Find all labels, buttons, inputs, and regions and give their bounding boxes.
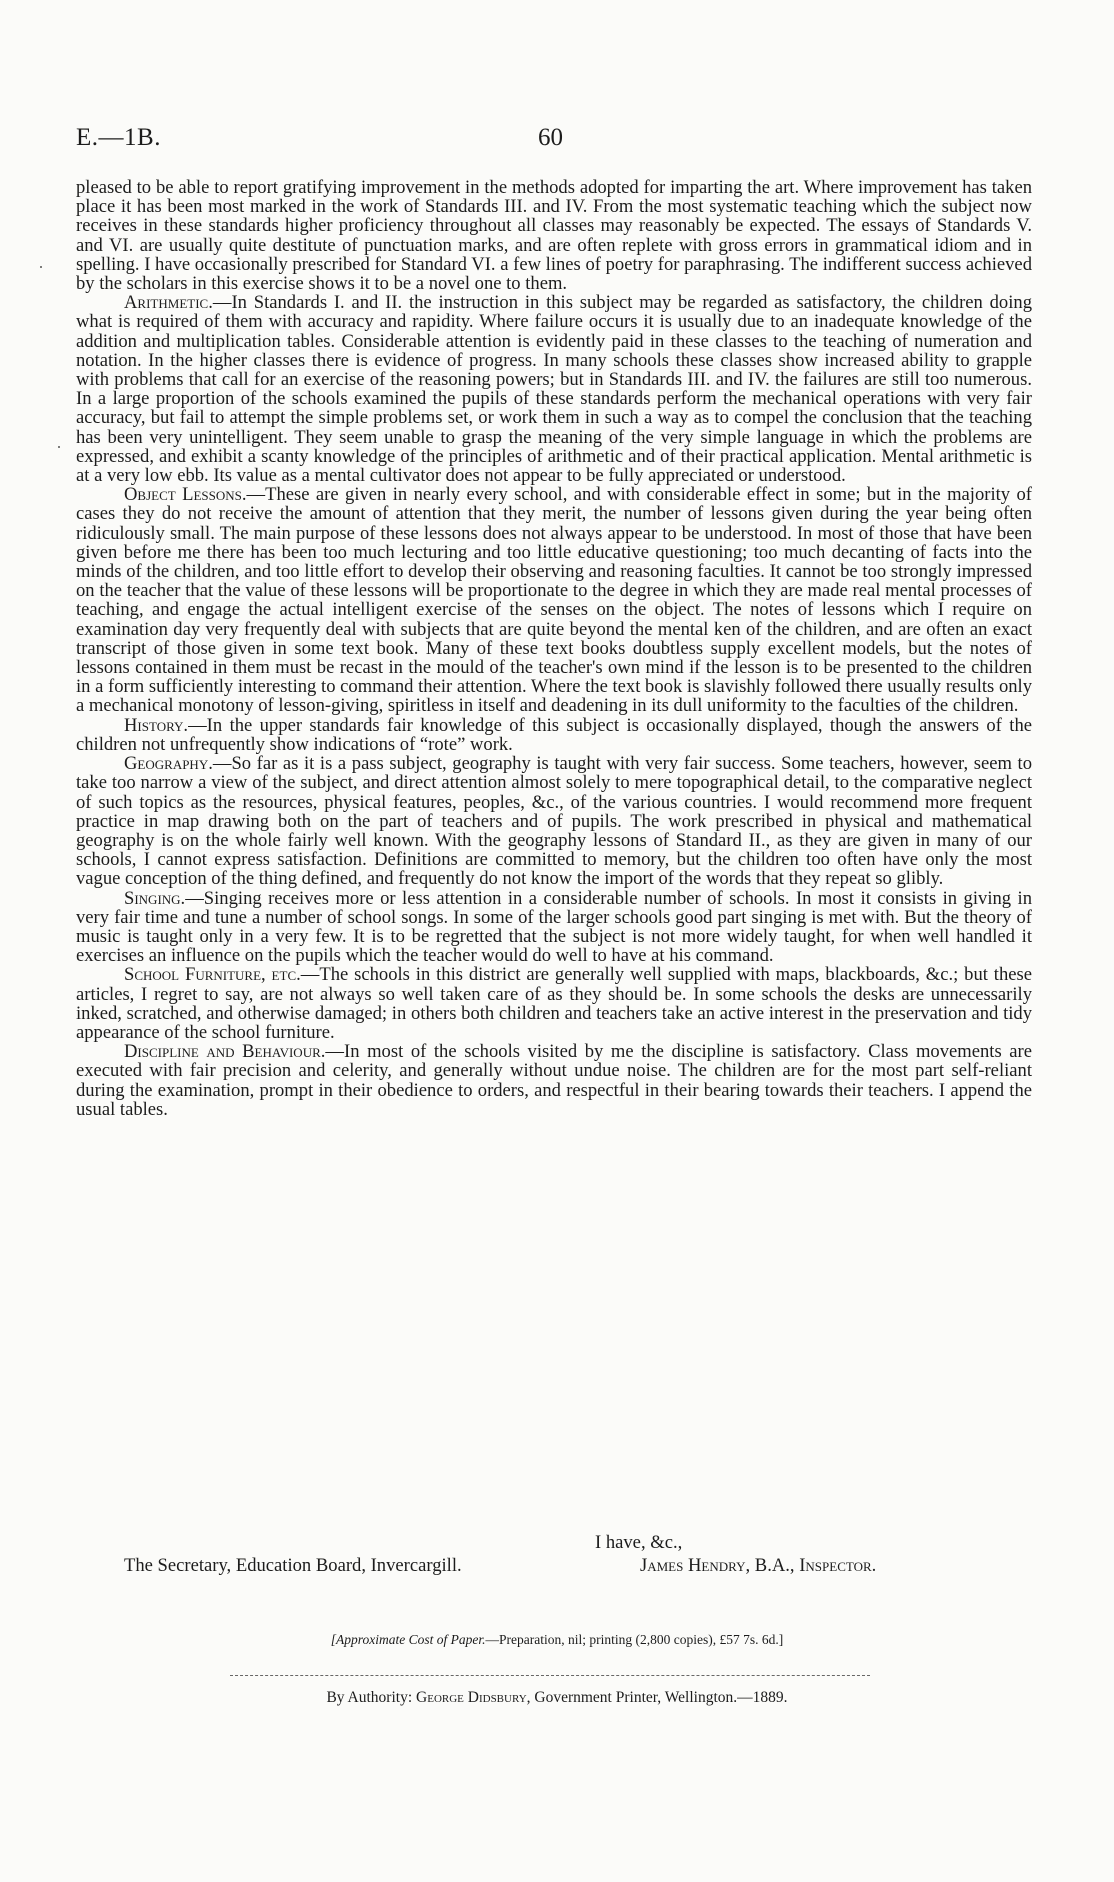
signer: James Hendry, B.A., Inspector.	[640, 1555, 877, 1576]
section-heading: History.	[124, 714, 189, 736]
divider	[230, 1675, 870, 1676]
printer-name: George Didsbury	[416, 1689, 527, 1706]
cost-note	[0, 1632, 1114, 1648]
printer-suffix: , Government Printer, Wellington.—1889.	[526, 1689, 788, 1706]
paragraph-text: —In the upper standards fair knowledge of this subject is occasionally displayed, though the answers of the children not unfrequently show indications of “rote” work.	[76, 714, 1032, 755]
section-heading: Geography.	[124, 753, 213, 775]
paragraph-text: pleased to be able to report gratifying improvement in the methods adopted for imparting the art. Where improvement has taken place it has been most marked in the work of Standards III. and IV. From the most systematic teaching which the subject now receives in these standards higher proficiency throughout all classes may reasonably be expected. The essays of Standards V. and VI. are usually quite destitute of punctuation marks, and are often replete with gross errors in grammatical idiom and in spelling. I have occasionally prescribed for Standard VI. a few lines of poetry for paraphrasing. The indifferent success achieved by the scholars in this exercise shows it to be a novel one to them.	[76, 177, 1032, 295]
section-heading: Singing.	[124, 887, 186, 909]
cost-text: —Preparation, nil; printing (2,800 copies), £57 7s. 6d.]	[485, 1632, 784, 1647]
paragraph-text: —In most of the schools visited by me the discipline is satisfactory. Class movements are executed with fair precision and celerity, and generally without undue noise. The children are for the most part self-reliant during the examination, prompt in their obedience to orders, and respectful in their bearing towards their teachers. I append the usual tables.	[76, 1041, 1032, 1120]
paragraph-text: —Singing receives more or less attention in a considerable number of schools. In most it consists in giving in very fair time and tune a number of school songs. In some of the larger schools good part singing is met with. But the theory of music is taught only in a very few. It is to be regretted that the subject is not more widely taught, for when well handled it exercises an influence on the pupils which the teacher would do well to have at his command.	[76, 887, 1032, 967]
paragraph-discipline	[76, 1042, 1032, 1119]
section-heading: School Furniture, etc.	[124, 964, 301, 986]
closing-line: I have, &c.,	[595, 1532, 683, 1553]
paragraph-geography	[76, 754, 1032, 888]
section-heading: Discipline and Behaviour.	[124, 1041, 326, 1063]
paragraph-singing	[76, 889, 1032, 966]
margin-mark	[40, 266, 42, 268]
report-body	[76, 178, 1032, 1119]
addressee: The Secretary, Education Board, Invercargill.	[124, 1555, 462, 1576]
paragraph-school-furniture	[76, 965, 1032, 1042]
paragraph-text: —The schools in this district are generally well supplied with maps, blackboards, &c.; but these articles, I regret to say, are not always so well taken care of as they should be. In some schools the desks are unnecessarily inked, scratched, and otherwise damaged; in others both children and teachers take an active interest in the preservation and tidy appearance of the school furniture.	[76, 964, 1032, 1043]
margin-mark	[58, 446, 60, 448]
printer-line	[0, 1689, 1114, 1707]
section-heading: Object Lessons.	[124, 484, 247, 506]
document-reference: E.—1B.	[76, 124, 161, 151]
paragraph-text: —So far as it is a pass subject, geography is taught with very fair success. Some teachers, however, seem to take too narrow a view of the subject, and direct attention almost solely to mere topographical detail, to the comparative neglect of such topics as the resources, physical features, peoples, &c., of the various countries. I would recommend more frequent practice in map drawing both on the part of teachers and of pupils. The work prescribed in physical and mathematical geography is on the whole fairly well known. With the geography lessons of Standard II., as they are given in many of our schools, I cannot express satisfaction. Definitions are committed to memory, but the children too often have only the most vague conception of the thing defined, and frequently do not know the import of the words that they repeat so glibly.	[76, 753, 1032, 890]
page-number: 60	[538, 124, 563, 151]
paragraph-object-lessons	[76, 485, 1032, 715]
paragraph-history	[76, 716, 1032, 754]
paragraph-intro	[76, 178, 1032, 293]
paragraph-text: —In Standards I. and II. the instruction in this subject may be regarded as satisfactory, the children doing what is required of them with accuracy and rapidity. Where failure occurs it is usually due to an inadequate knowledge of the addition and multiplication tables. Considerable attention is evidently paid in these classes to the teaching of numeration and notation. In the higher classes there is evidence of progress. In many schools these classes show increased ability to grapple with problems that call for an exercise of the reasoning powers; but in Standards III. and IV. the failures are still too numerous. In a large proportion of the schools examined the pupils of these standards perform the mechanical operations with very fair accuracy, but fail to attempt the simple problems set, or work them in such a way as to compel the conclusion that the teaching has been very unintelligent. They seem unable to grasp the meaning of the very simple language in which the problems are expressed, and exhibit a scanty knowledge of the principles of arithmetic and of their practical application. Mental arithmetic is at a very low ebb. Its value as a mental cultivator does not appear to be fully appreciated or understood.	[76, 292, 1032, 487]
paragraph-text: —These are given in nearly every school, and with considerable effect in some; but in the majority of cases they do not receive the amount of attention that they merit, the number of lessons given during the year being often ridiculously small. The main purpose of these lessons does not always appear to be understood. In most of those that have been given before me there has been too much lecturing and too little educative questioning; too much decanting of facts into the minds of the children, and too little effort to develop their observing and reasoning faculties. It cannot be too strongly impressed on the teacher that the value of these lessons will be proportionate to the degree in which they are made real mental processes of teaching, and engage the actual intelligent exercise of the senses on the object. The notes of lessons which I require on examination day very frequently deal with subjects that are quite beyond the mental ken of the children, and are often an exact transcript of those given in some text book. Many of these text books doubtless supply excellent models, but the notes of lessons contained in them must be recast in the mould of the teacher's own mind if the lesson is to be presented to the children in a form sufficiently interesting to command their attention. Where the text book is slavishly followed there usually results only a mechanical monotony of lesson-giving, spiritless in itself and deadening in its dull uniformity to the faculties of the children.	[76, 484, 1032, 717]
section-heading: Arithmetic.	[124, 292, 213, 314]
cost-label: [Approximate Cost of Paper.	[330, 1632, 486, 1647]
paragraph-arithmetic	[76, 293, 1032, 485]
page-header	[76, 124, 1036, 160]
printer-prefix: By Authority:	[326, 1689, 417, 1706]
